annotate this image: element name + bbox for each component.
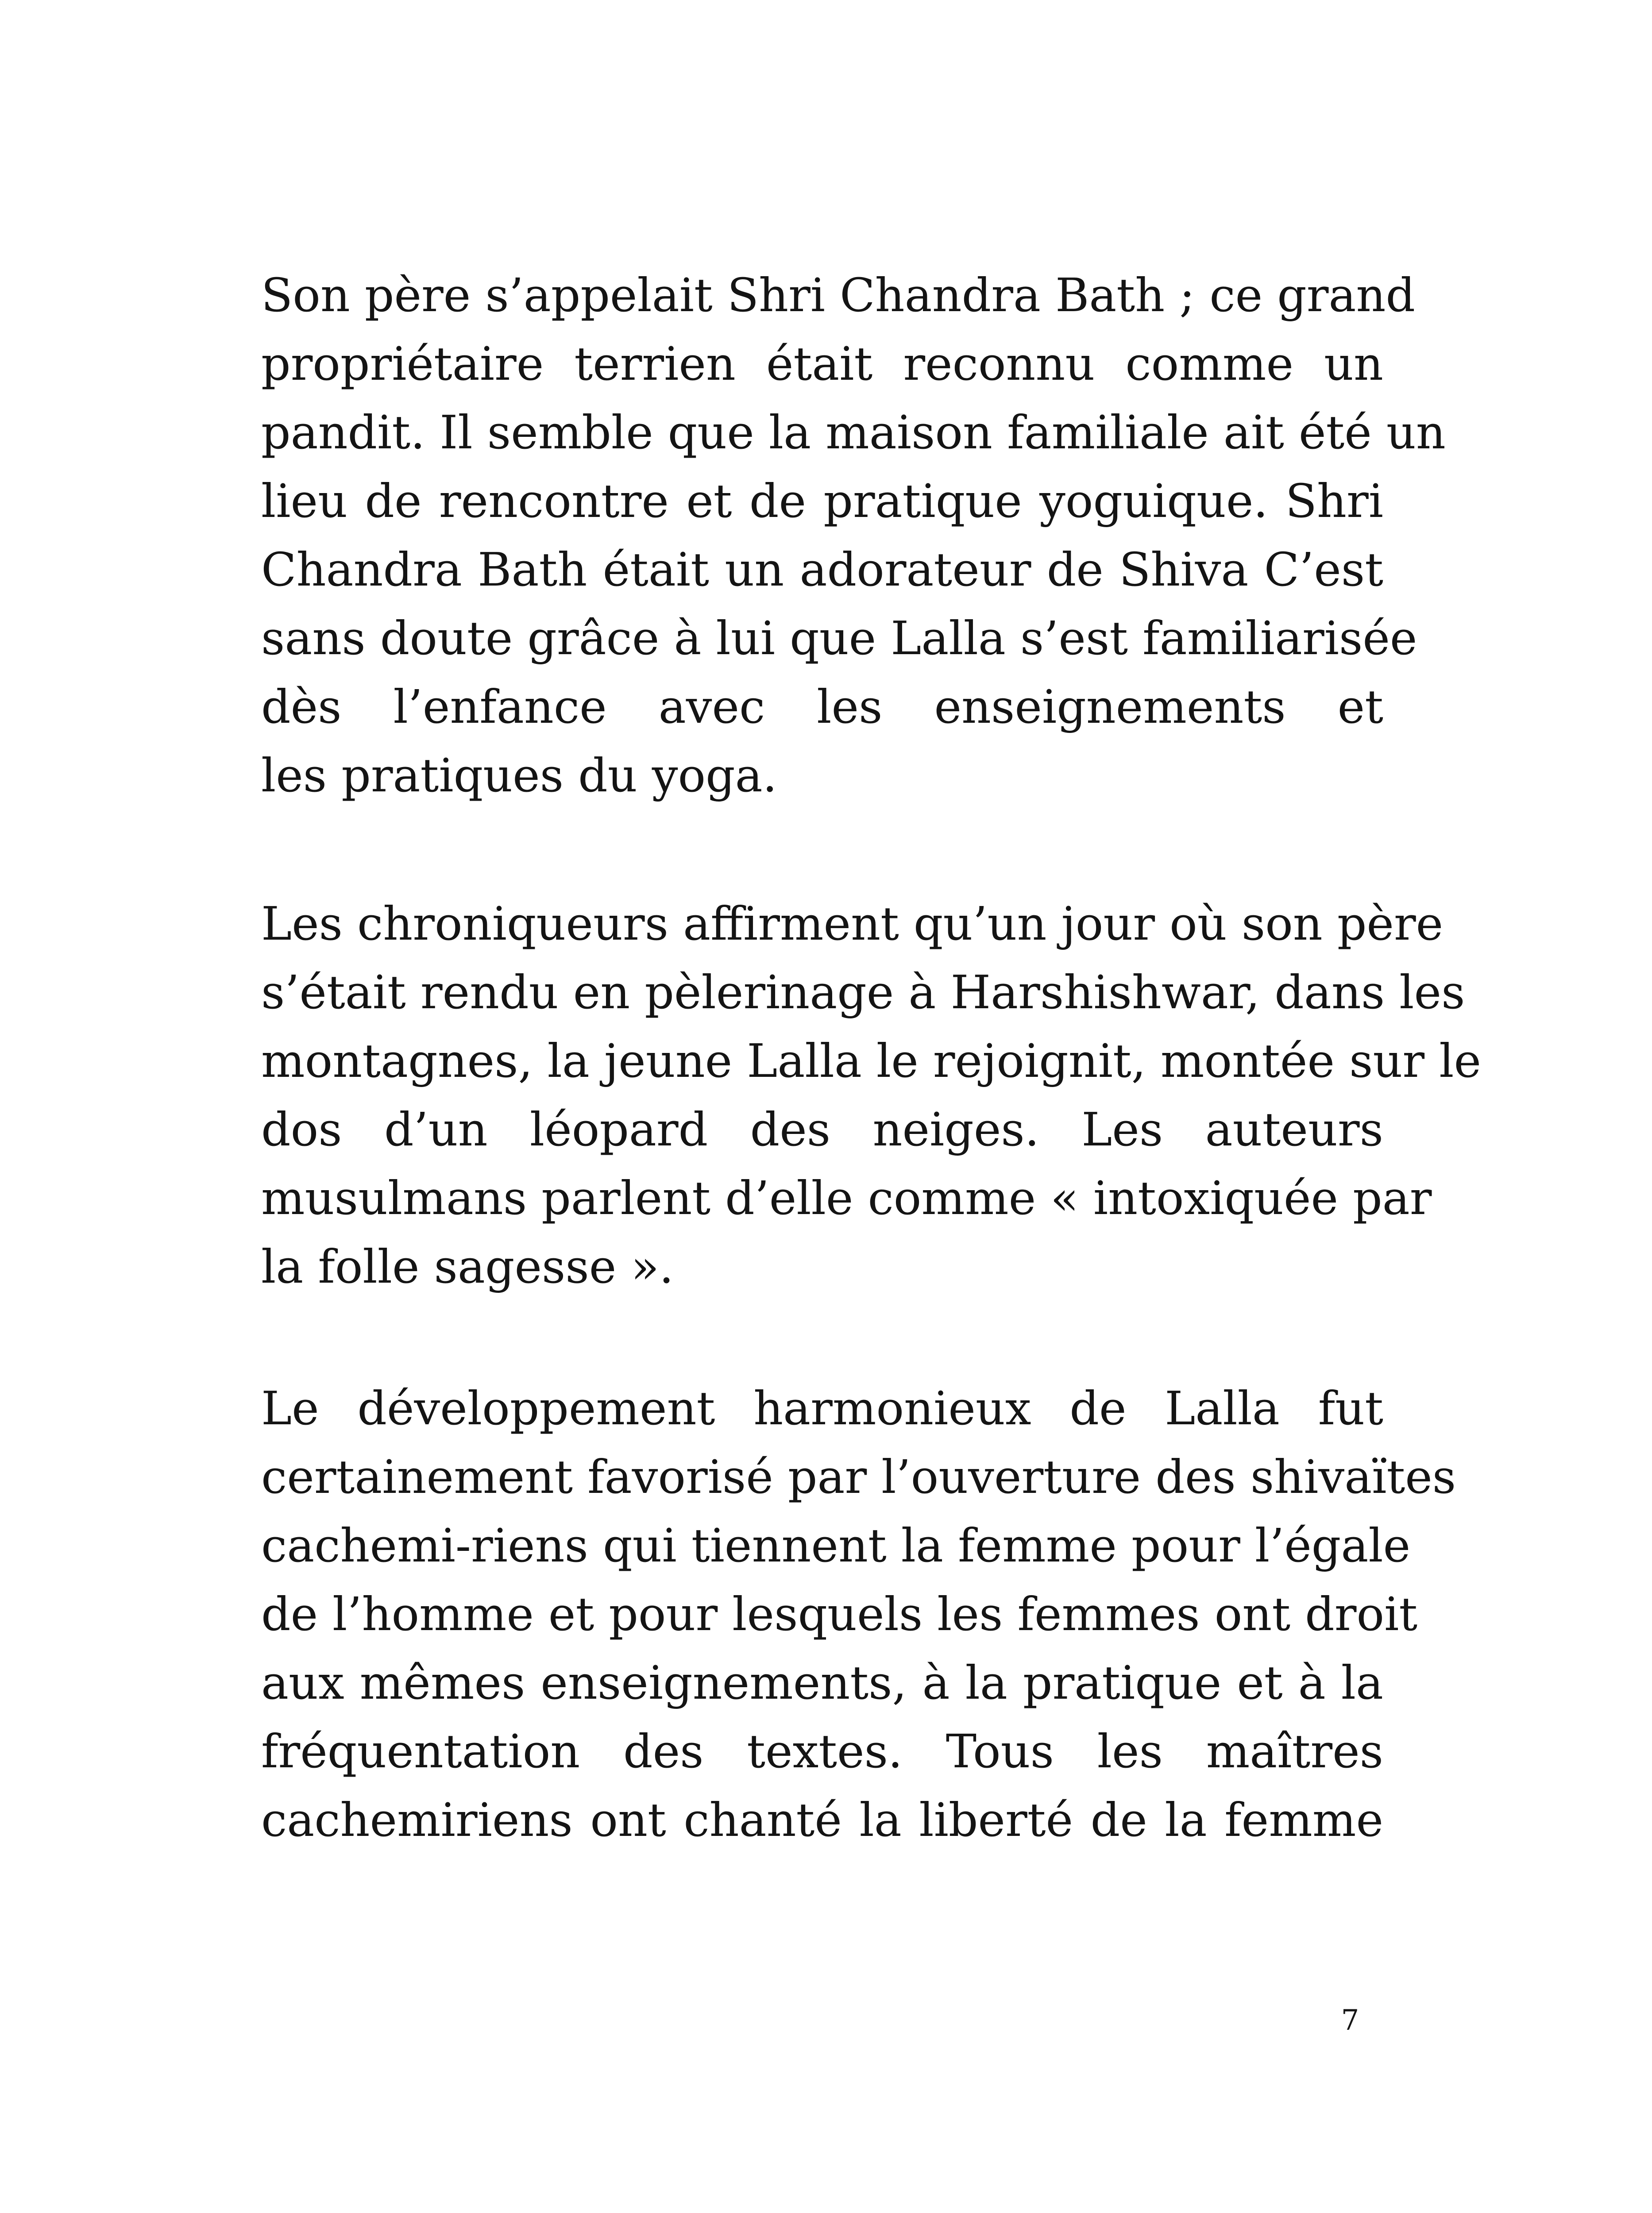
paragraph-2 [261,890,1481,1301]
paragraph-line: fréquentation des textes. Tous les maîtres [261,1724,1383,1778]
paragraph-line: de l’homme et pour lesquels les femmes ont droit [261,1587,1418,1641]
paragraph-line: Chandra Bath était un adorateur de Shiva C’est [261,543,1383,597]
page-number: 7 [1341,2004,1359,2037]
paragraph-line: pandit. Il semble que la maison familiale ait été un [261,405,1446,459]
paragraph-line: lieu de rencontre et de pratique yoguique. Shri [261,474,1383,528]
paragraph-line: la folle sagesse ». [261,1240,674,1294]
paragraph-line: propriétaire terrien était reconnu comme un [261,337,1383,391]
paragraph-line: Son père s’appelait Shri Chandra Bath ; ce grand [261,268,1416,322]
paragraph-line: certainement favorisé par l’ouverture des shivaïtes [261,1450,1456,1504]
paragraph-line: aux mêmes enseignements, à la pratique et à la [261,1656,1383,1710]
paragraph-line: dès l’enfance avec les enseignements et [261,680,1383,734]
paragraph-line: Les chroniqueurs affirment qu’un jour où son père [261,897,1444,951]
paragraph-line: s’était rendu en pèlerinage à Harshishwar, dans les [261,965,1465,1019]
paragraph-1 [261,261,1446,810]
paragraph-line: cachemiriens ont chanté la liberté de la femme [261,1793,1383,1847]
paragraph-line: montagnes, la jeune Lalla le rejoignit, montée sur le [261,1034,1481,1088]
paragraph-line: cachemi-riens qui tiennent la femme pour l’égale [261,1519,1411,1573]
paragraph-3 [261,1374,1456,1854]
paragraph-line: dos d’un léopard des neiges. Les auteurs [261,1103,1383,1157]
paragraph-line: Le développement harmonieux de Lalla fut [261,1381,1383,1435]
paragraph-line: sans doute grâce à lui que Lalla s’est familiarisée [261,611,1417,665]
paragraph-line: musulmans parlent d’elle comme « intoxiquée par [261,1171,1432,1225]
paragraph-line: les pratiques du yoga. [261,748,777,802]
